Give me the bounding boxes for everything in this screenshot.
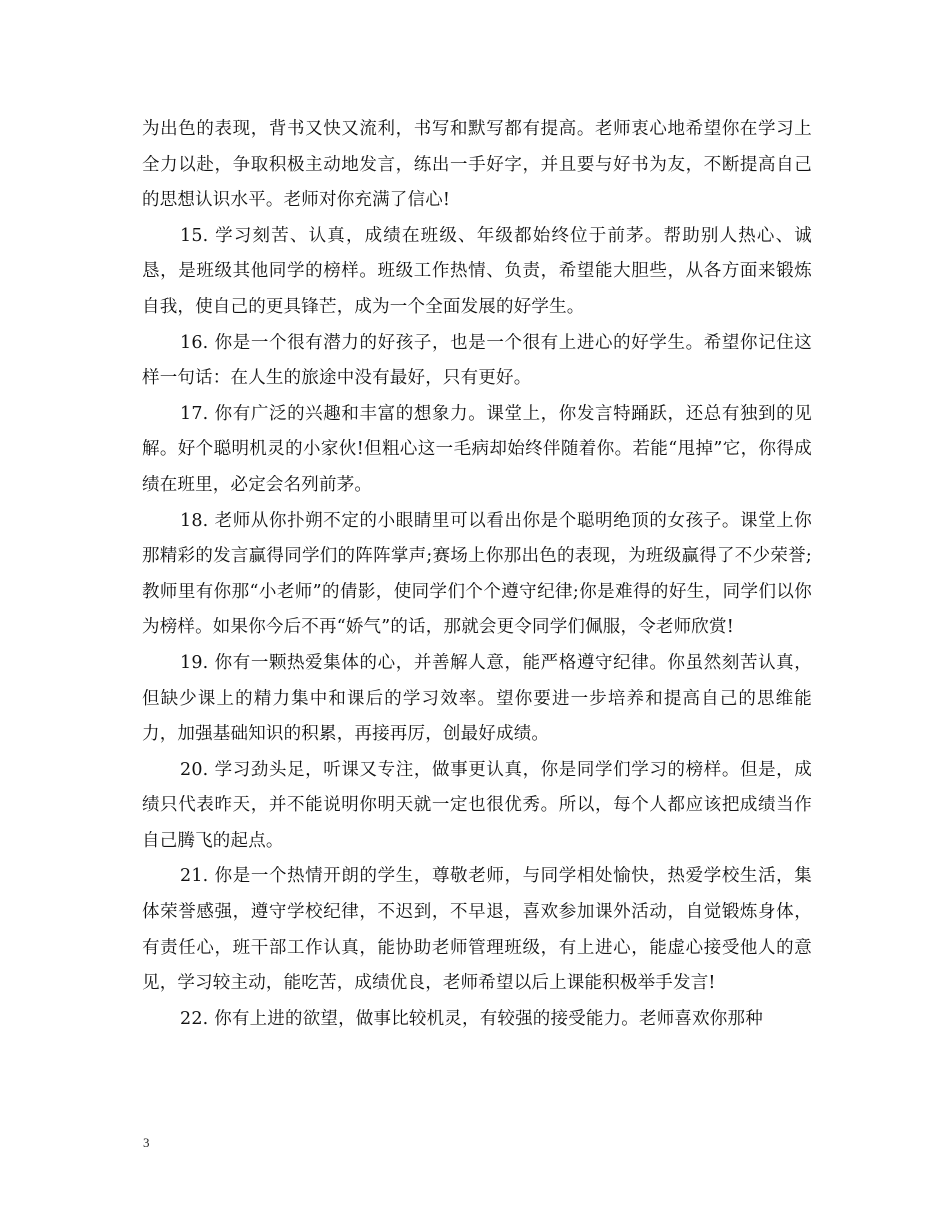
document-body bbox=[142, 112, 812, 1037]
paragraph-item-16: 16. 你是一个很有潜力的好孩子，也是一个很有上进心的好学生。希望你记住这样一句话：在人生的旅途中没有最好，只有更好。 bbox=[142, 332, 812, 389]
paragraph-continuation: 为出色的表现，背书又快又流利，书写和默写都有提高。老师衷心地希望你在学习上全力以赴，争取积极主动地发言，练出一手好字，并且要与好书为友，不断提高自己的思想认识水平。老师对你充满了信心! bbox=[142, 119, 812, 211]
paragraph-item-22: 22. 你有上进的欲望，做事比较机灵，有较强的接受能力。老师喜欢你那种 bbox=[180, 1008, 763, 1029]
paragraph-item-17: 17. 你有广泛的兴趣和丰富的想象力。课堂上，你发言特踊跃，还总有独到的见解。好个聪明机灵的小家伙!但粗心这一毛病却始终伴随着你。若能“甩掉”它，你得成绩在班里，必定会名列前茅。 bbox=[142, 403, 812, 495]
paragraph-item-19: 19. 你有一颗热爱集体的心，并善解人意，能严格遵守纪律。你虽然刻苦认真，但缺少课上的精力集中和课后的学习效率。望你要进一步培养和提高自己的思维能力，加强基础知识的积累，再接再厉，创最好成绩。 bbox=[142, 652, 812, 745]
paragraph-item-21: 21. 你是一个热情开朗的学生，尊敬老师，与同学相处愉快，热爱学校生活，集体荣誉感强，遵守学校纪律，不迟到，不早退，喜欢参加课外活动，自觉锻炼身体，有责任心，班干部工作认真，能协助老师管理班级，有上进心，能虚心接受他人的意见，学习较主动，能吃苦，成绩优良，老师希望以后上课能积极举手发言! bbox=[142, 866, 812, 994]
paragraph-item-18: 18. 老师从你扑朔不定的小眼睛里可以看出你是个聪明绝顶的女孩子。课堂上你那精彩的发言赢得同学们的阵阵掌声;赛场上你那出色的表现，为班级赢得了不少荣誉;教师里有你那“小老师”的倩影，使同学们个个遵守纪律;你是难得的好生，同学们以你为榜样。如果你今后不再“娇气”的话，那就会更令同学们佩服，令老师欣赏! bbox=[142, 510, 812, 638]
paragraph-item-20: 20. 学习劲头足，听课又专注，做事更认真，你是同学们学习的榜样。但是，成绩只代表昨天，并不能说明你明天就一定也很优秀。所以，每个人都应该把成绩当作自己腾飞的起点。 bbox=[142, 759, 812, 851]
paragraph-item-15: 15. 学习刻苦、认真，成绩在班级、年级都始终位于前茅。帮助别人热心、诚恳，是班级其他同学的榜样。班级工作热情、负责，希望能大胆些，从各方面来锻炼自我，使自己的更具锋芒，成为一个全面发展的好学生。 bbox=[142, 225, 812, 317]
page-number: 3 bbox=[143, 1135, 150, 1150]
